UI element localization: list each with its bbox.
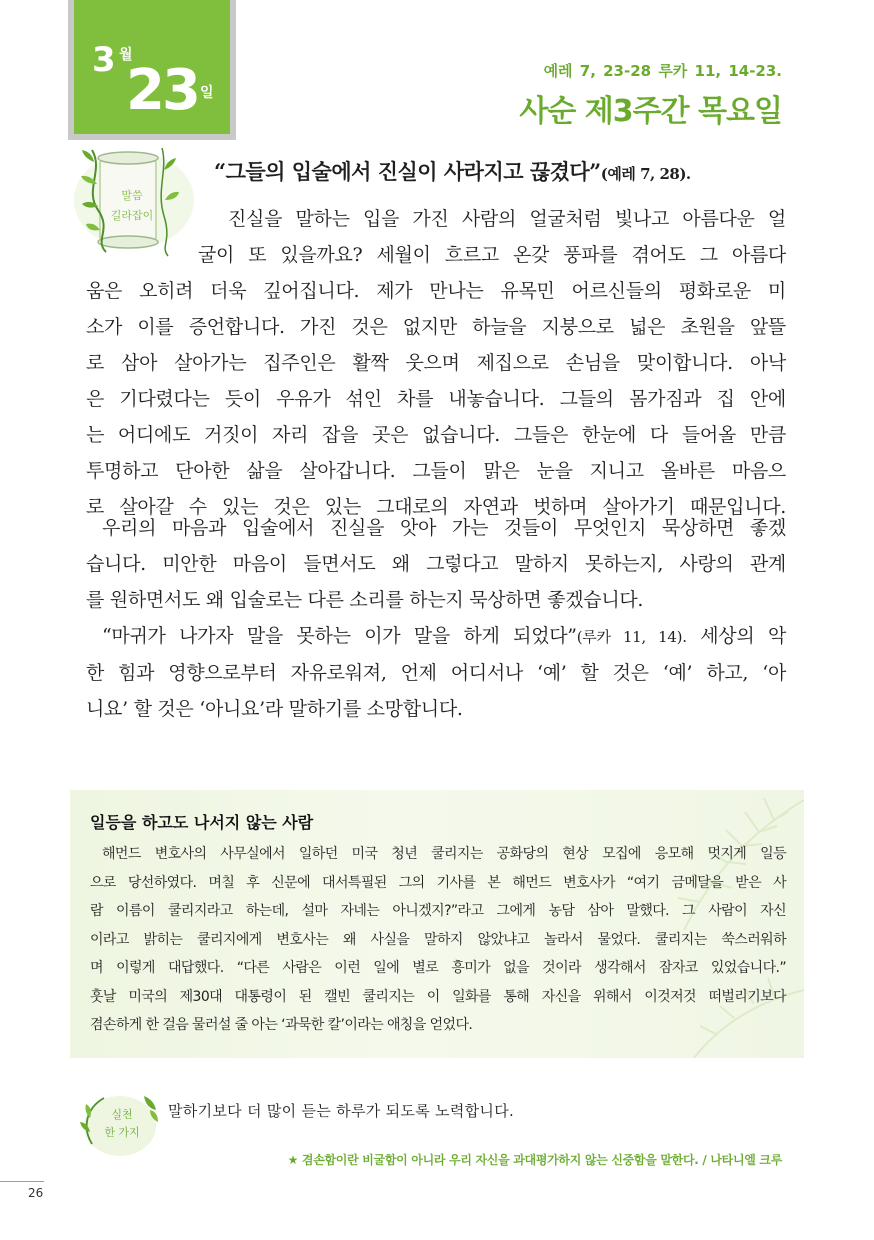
paragraph-line: 한 힘과 영향으로부터 자유로워져, 언제 어디서나 ‘예’ 할 것은 ‘예’ 하고, ‘아 xyxy=(86,662,786,684)
date-day-number: 23 xyxy=(126,58,198,123)
paragraph-line: 투명하고 단아한 삶을 살아갑니다. 그들이 맑은 눈을 지니고 올바른 마음으 xyxy=(86,460,786,482)
paragraph-line: 는 어디에도 거짓이 자리 잡을 곳은 없습니다. 그들은 한눈에 다 들어올 만큼 xyxy=(86,424,786,446)
story-title: 일등을 하고도 나서지 않는 사람 xyxy=(90,813,314,832)
story-line: 겸손하게 한 걸음 물러설 줄 아는 ‘과묵한 칼’이라는 애칭을 얻었다. xyxy=(90,1017,473,1033)
date-month-number: 3 xyxy=(92,40,115,80)
main-quote xyxy=(214,156,691,186)
paragraph-line: 은 기다렸다는 듯이 우유가 섞인 차를 내놓습니다. 그들의 몸가짐과 집 안에 xyxy=(86,388,786,410)
scroll-label-line1: 말씀 xyxy=(121,189,143,202)
paragraph-line: 우리의 마음과 입술에서 진실을 앗아 가는 것들이 무엇인지 묵상하면 좋겠 xyxy=(102,517,786,539)
date-month-unit: 월 xyxy=(119,47,133,63)
reflection-paragraph-2 xyxy=(86,510,786,618)
paragraph-line: 습니다. 미안한 마음이 들면서도 왜 그렇다고 말하지 못하는지, 사랑의 관계 xyxy=(86,553,786,575)
gospel-quote: “마귀가 나가자 말을 못하는 이가 말을 하게 되었다” xyxy=(102,625,577,647)
paragraph-line: 진실을 말하는 입을 가진 사람의 얼굴처럼 빛나고 아름다운 얼 xyxy=(228,208,786,230)
paragraph-line: 를 원하면서도 왜 입술로는 다른 소리를 하는지 묵상하면 좋겠습니다. xyxy=(86,589,644,611)
practice-label-line2: 한 가지 xyxy=(104,1126,140,1139)
liturgical-day-title: 사순 제3주간 목요일 xyxy=(519,94,782,129)
main-quote-ref: (예레 7, 28). xyxy=(600,165,691,183)
reflection-paragraph-1 xyxy=(86,201,786,525)
paragraph-line: 로 살아갈 수 있는 것은 있는 그대로의 자연과 벗하며 살아가기 때문입니다. xyxy=(86,496,786,518)
practice-label-line1: 실천 xyxy=(111,1108,133,1121)
page-number: 26 xyxy=(28,1186,44,1200)
story-body xyxy=(90,840,786,1040)
practice-text: 말하기보다 더 많이 듣는 하루가 되도록 노력합니다. xyxy=(168,1102,515,1120)
page-rule xyxy=(0,1181,44,1182)
gospel-quote-ref: (루카 11, 14). xyxy=(576,628,687,646)
main-quote-text: “그들의 입술에서 진실이 사라지고 끊겼다” xyxy=(214,159,601,184)
paragraph-line: 니요’ 할 것은 ‘아니요’라 말하기를 소망합니다. xyxy=(86,698,463,720)
date-day-unit: 일 xyxy=(200,85,214,101)
practice-label xyxy=(92,1106,152,1142)
footer-quote: ★ 겸손함이란 비굴함이 아니라 우리 자신을 과대평가하지 않는 신중함을 말한다. / 나타니엘 크루 xyxy=(287,1153,782,1167)
story-line: 람 이름이 쿨리지라고 하는데, 설마 자네는 아니겠지?”라고 그에게 농담 삼아 말했다. 그 사람이 자신 xyxy=(90,903,786,919)
story-line: 으로 당선하였다. 며칠 후 신문에 대서특필된 그의 기사를 본 해먼드 변호사가 “여기 금메달을 받은 사 xyxy=(90,874,786,891)
paragraph-line: 움은 오히려 더욱 깊어집니다. 제가 만나는 유목민 어르신들의 평화로운 미 xyxy=(86,280,786,302)
story-line: 해먼드 변호사의 사무실에서 일하던 미국 청년 쿨리지는 공화당의 현상 모집에 응모해 멋지게 일등 xyxy=(102,846,786,862)
story-line: 며 이렇게 대답했다. “다른 사람은 이런 일에 별로 흥미가 없을 것이라 생각해서 잠자코 있었습니다.” xyxy=(90,960,786,976)
reflection-paragraph-3 xyxy=(86,618,786,727)
paragraph-line: 로 삼아 살아가는 집주인은 활짝 웃으며 제집으로 손님을 맞이합니다. 아낙 xyxy=(86,352,786,374)
scripture-readings: 예레 7, 23-28 루카 11, 14-23. xyxy=(543,62,782,80)
scroll-label-line2: 길라잡이 xyxy=(110,209,154,222)
date-badge xyxy=(68,0,236,140)
story-line: 훗날 미국의 제30대 대통령이 된 캘빈 쿨리지는 이 일화를 통해 자신을 위해서 이것저것 떠벌리기보다 xyxy=(90,988,786,1005)
paragraph-line: 굴이 또 있을까요? 세월이 흐르고 온갖 풍파를 겪어도 그 아름다 xyxy=(198,244,786,266)
paragraph-line: 소가 이를 증언합니다. 가진 것은 없지만 하늘을 지붕으로 넓은 초원을 앞뜰 xyxy=(86,316,786,338)
paragraph-line-rest: 세상의 악 xyxy=(686,625,786,647)
story-line: 이라고 밝히는 쿨리지에게 변호사는 왜 사실을 말하지 않았냐고 놀라서 물었다. 쿨리지는 쑥스러워하 xyxy=(90,931,786,948)
story-box xyxy=(70,790,804,1058)
paragraph-line xyxy=(86,618,786,655)
